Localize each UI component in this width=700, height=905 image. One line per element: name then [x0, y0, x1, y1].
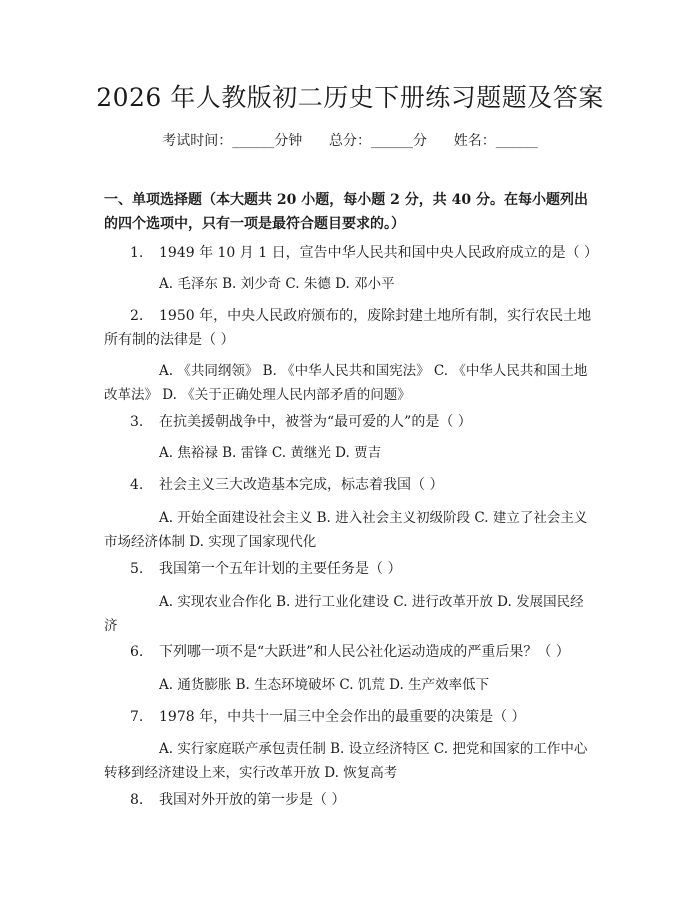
- question-8: [104, 788, 596, 812]
- question-3-options: A. 焦裕禄 B. 雷锋 C. 黄继光 D. 贾吉: [159, 445, 382, 461]
- question-text: 在抗美援朝战争中，被誉为“最可爱的人”的是（ ）: [159, 414, 472, 430]
- question-number: 2.: [130, 308, 144, 324]
- question-number: 7.: [130, 709, 144, 725]
- exam-info-line: 考试时间：______分钟 总分：______分 姓名：______: [162, 133, 538, 149]
- question-number: 5.: [130, 561, 144, 577]
- question-7: [104, 705, 596, 729]
- question-text: 社会主义三大改造基本完成，标志着我国（ ）: [159, 477, 444, 493]
- question-text: 下列哪一项不是“大跃进”和人民公社化运动造成的严重后果？（ ）: [159, 644, 570, 660]
- question-number: 3.: [130, 414, 144, 430]
- page-title: 2026 年人教版初二历史下册练习题题及答案: [96, 83, 604, 112]
- question-7-options: A. 实行家庭联产承包责任制 B. 设立经济特区 C. 把党和国家的工作中心转移到经济建设上来，实行改革开放 D. 恢复高考: [104, 741, 588, 781]
- question-text: 我国第一个五年计划的主要任务是（ ）: [159, 561, 402, 577]
- question-1-options: A. 毛泽东 B. 刘少奇 C. 朱德 D. 邓小平: [159, 276, 395, 292]
- question-number: 1.: [130, 245, 144, 261]
- question-3: [104, 410, 596, 434]
- question-number: 6.: [130, 644, 144, 660]
- question-text: 1950 年，中央人民政府颁布的，废除封建土地所有制，实行农民土地所有制的法律是（ ）: [104, 308, 592, 348]
- question-4-options: A. 开始全面建设社会主义 B. 进入社会主义初级阶段 C. 建立了社会主义市场经济体制 D. 实现了国家现代化: [104, 510, 588, 550]
- question-number: 4.: [130, 477, 144, 493]
- question-2-options: A. 《共同纲领》 B. 《中华人民共和国宪法》 C. 《中华人民共和国土地改革法》 D. 《关于正确处理人民内部矛盾的问题》: [104, 363, 588, 403]
- question-6: [104, 640, 596, 664]
- question-number: 8.: [130, 792, 144, 808]
- question-1: [104, 241, 599, 265]
- question-5: [104, 557, 596, 581]
- question-5-options: A. 实现农业合作化 B. 进行工业化建设 C. 进行改革开放 D. 发展国民经济: [104, 594, 584, 634]
- question-text: 1978 年，中共十一届三中全会作出的最重要的决策是（ ）: [159, 709, 526, 725]
- question-text: 1949 年 10 月 1 日，宣告中华人民共和国中央人民政府成立的是（ ）: [159, 245, 599, 261]
- question-4: [104, 473, 596, 497]
- question-2: [104, 304, 596, 352]
- section-heading: 一、单项选择题（本大题共 20 小题，每小题 2 分，共 40 分。在每小题列出的四个选项中，只有一项是最符合题目要求的。）: [104, 192, 588, 232]
- question-6-options: A. 通货膨胀 B. 生态环境破坏 C. 饥荒 D. 生产效率低下: [159, 677, 490, 693]
- question-text: 我国对外开放的第一步是（ ）: [159, 792, 346, 808]
